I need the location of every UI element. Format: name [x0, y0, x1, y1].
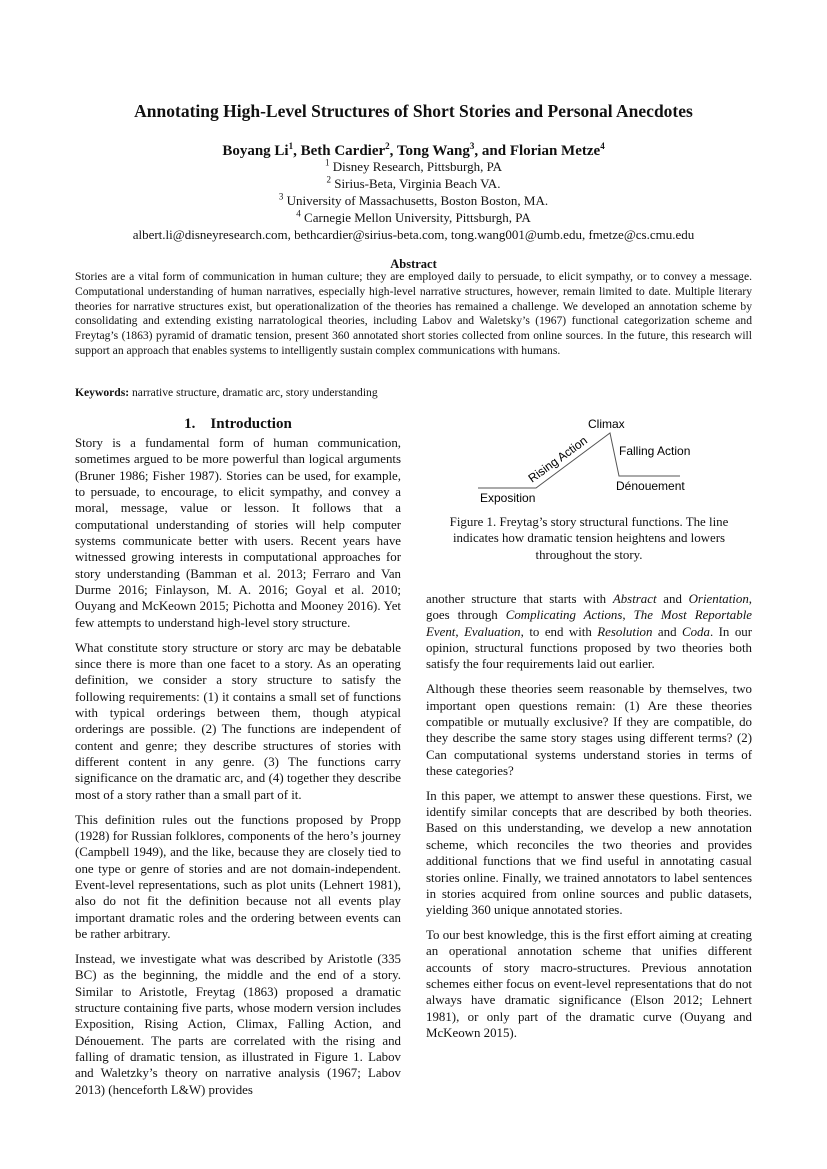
author: Boyang Li$^1$ — [222, 141, 294, 159]
label-rising-action: Rising Action — [525, 433, 590, 486]
paragraph: Story is a fundamental form of human communication, sometimes argued to be more powerful than logical arguments (Bruner 1986; Fisher 1987). Stories can be used, for example, to persuade, to encourage, to elicit sympathy, and convey a moral, message, value or lesson. It follows that a computational understanding of stories will help computer systems communicate better with users. Recent years have witnessed growing interests in computational approaches for story understanding (Bamman et al. 2013; Ferraro and Van Durme 2016; Finlayson, M. A. 2016; Goyal et al. 2010; Ouyang and McKeown 2015; Pichotta and Mooney 2016). Yet few attempts to understand high-level story structure. — [75, 436, 401, 630]
keywords: Keywords: narrative structure, dramatic arc, story understanding — [75, 386, 378, 399]
abstract-heading: Abstract — [390, 257, 437, 271]
paragraph: another structure that starts with Abstract and Orientation, goes through Complicating Actions, The Most Reportable Event, Evaluation, to end with Resolution and Coda. In our opinion, structural functions proposed by two theories both satisfy the four requirements laid out earlier. — [426, 592, 753, 672]
emails: albert.li@disneyresearch.com, bethcardier@sirius-beta.com, tong.wang001@umb.edu, fmetze@cs.cmu.edu — [132, 227, 695, 242]
affiliation: $^3$ University of Massachusetts, Boston Boston, MA. — [278, 191, 549, 208]
label-exposition: Exposition — [480, 491, 536, 505]
affiliation: $^2$ Sirius-Beta, Virginia Beach VA. — [326, 174, 501, 191]
right-column — [426, 591, 752, 1050]
label-denouement: Dénouement — [616, 479, 685, 493]
author-list: Boyang Li$^1$, Beth Cardier$^2$, Tong Wang$^3$, and Florian Metze$^4$ — [222, 141, 605, 159]
abstract-text: Stories are a vital form of communication in human culture; they are employed daily to persuade, to elicit sympathy, or to convey a message. Computational understanding of human narratives, especially high-level narrative structures, however, remain limited to date. Multiple literary theories for narrative structures exist, but operationalization of the theories has remained a challenge. We developed an annotation scheme by consolidating and extending existing narratological theories, including Labov and Waletsky’s (1967) functional categorization scheme and Freytag’s (1863) pyramid of dramatic tension, present 360 annotated short stories collected from online sources. In the future, this research will support an approach that enables systems to intelligently sustain complex communications with humans. — [75, 270, 752, 357]
paper-title: Annotating High-Level Structures of Short Stories and Personal Anecdotes — [134, 101, 693, 121]
paragraph: In this paper, we attempt to answer these questions. First, we identify similar concepts that are described by both theories. Based on this understanding, we develop a new annotation scheme, which reconciles the two theories and provides additional functions that we find useful in annotating casual stories online. Finally, we trained annotators to label sentences in stories acquired from online sources and public datasets, yielding 360 unique annotated stories. — [426, 788, 752, 918]
author: Florian Metze$^4$ — [509, 141, 605, 159]
figure-caption: Figure 1. Freytag’s story structural functions. The line indicates how dramatic tension heightens and lowers throughout the story. — [449, 515, 729, 562]
author: Tong Wang$^3$ — [396, 141, 475, 159]
paragraph: To our best knowledge, this is the first effort aiming at creating an operational annotation scheme that unifies different accounts of story macro-structures. Previous annotation schemes either focus on event-level representations that do not always have dramatic significance (Elson 2012; Lehnert 1981), or only part of the dramatic curve (Ouyang and McKeown 2015). — [426, 928, 752, 1041]
label-climax: Climax — [588, 417, 625, 431]
left-column — [75, 414, 401, 1106]
affiliations — [0, 158, 827, 243]
paragraph: What constitute story structure or story arc may be debatable since there is more than one facet to a story. As an operating definition, we consider a story structure to satisfy the following requirements: (1) it contains a small set of functions with typical orderings between them, though atypical orderings are possible. (2) The functions are independent of content and genre; they describe structures of stories with different content in any genre. (3) The functions carry significance on the dramatic arc, and (4) together they describe most of a story rather than a small part of it. — [75, 640, 401, 802]
paragraph: Instead, we investigate what was described by Aristotle (335 BC) as the beginning, the middle and the end of a story. Similar to Aristotle, Freytag (1863) proposed a dramatic structure containing five parts, whose modern version includes Exposition, Rising Action, Climax, Falling Action, and Dénouement. The parts are correlated with the rising and falling of dramatic tension, as illustrated in Figure 1. Labov and Waletzky’s theory on narrative analysis (1967; Labov 2013) (henceforth L&W) provides — [75, 951, 401, 1097]
paragraph: Although these theories seem reasonable by themselves, two important open questions remain: (1) Are these theories compatible or mutually exclusive? If they are compatible, do they describe the same story stages using different terms? (2) Can computational systems understand stories in terms of these categories? — [426, 682, 752, 778]
label-falling-action: Falling Action — [619, 444, 691, 458]
affiliation: $^1$ Disney Research, Pittsburgh, PA — [324, 157, 503, 174]
figure-1 — [426, 410, 752, 563]
paragraph: This definition rules out the functions proposed by Propp (1928) for Russian folklores, components of the hero’s journey (Campbell 1949), and the like, because they are closely tied to one type or genre of stories and are not domain-independent. Event-level representations, such as plot units (Lehnert 1981), also do not fit the definition because not all events play important dramatic roles and the ordering between events can be rather arbitrary. — [75, 812, 401, 941]
affiliation: $^4$ Carnegie Mellon University, Pittsburgh, PA — [296, 208, 531, 225]
freytag-diagram — [426, 410, 752, 510]
section-heading: 1. Introduction — [184, 416, 292, 432]
author: Beth Cardier$^2$ — [300, 141, 390, 159]
